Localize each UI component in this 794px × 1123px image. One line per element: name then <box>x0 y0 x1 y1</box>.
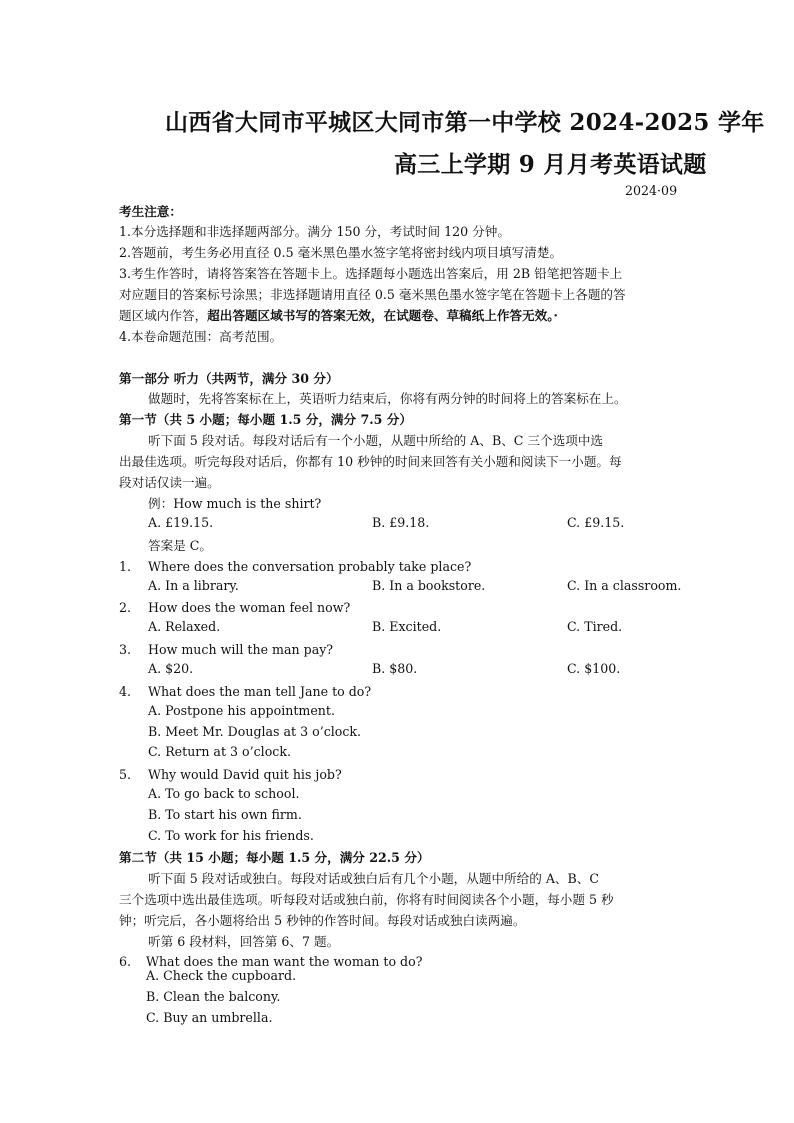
notice-item <box>119 306 558 326</box>
example-option-b: B. £9.18. <box>372 515 430 530</box>
option-a: A. To go back to school. <box>148 786 300 801</box>
section1-instruction: 段对话仅读一遍。 <box>119 475 220 490</box>
notice-heading: 考生注意： <box>119 204 182 219</box>
question-number: 3. <box>119 642 132 657</box>
exam-date: 2024·09 <box>625 183 678 198</box>
notice-bold-warning: 超出答题区域书写的答案无效，在试题卷、草稿纸上作答无效。· <box>207 308 558 323</box>
section2-heading: 第二节（共 15 小题；每小题 1.5 分，满分 22.5 分） <box>119 850 430 865</box>
question-number: 5. <box>119 767 132 782</box>
question-text: How much will the man pay? <box>148 642 334 657</box>
section2-instruction: 三个选项中选出最佳选项。听每段对话或独白前，你将有时间阅读各个小题，每小题 5 秒 <box>119 892 614 907</box>
question-text: How does the woman feel now? <box>148 600 351 615</box>
question-text: Where does the conversation probably take place? <box>148 559 472 574</box>
question-text: Why would David quit his job? <box>148 767 342 782</box>
notice-item: 对应题目的答案标号涂黑；非选择题请用直径 0.5 毫米黑色墨水签字笔在答题卡上各题的答 <box>119 287 626 302</box>
option-b: B. In a bookstore. <box>372 578 486 593</box>
option-b: B. Excited. <box>372 619 442 634</box>
title-line-1: 山西省大同市平城区大同市第一中学校 2024-2025 学年 <box>165 109 765 136</box>
example-answer: 答案是 C。 <box>148 538 213 553</box>
notice-item: 2.答题前，考生务必用直径 0.5 毫米黑色墨水签字笔将密封线内项目填写清楚。 <box>119 245 563 260</box>
part1-heading: 第一部分 听力（共两节，满分 30 分） <box>119 371 339 386</box>
option-c: C. Tired. <box>567 619 623 634</box>
option-c: C. To work for his friends. <box>148 828 314 843</box>
option-c: C. In a classroom. <box>567 578 682 593</box>
notice-item-text: 题区域内作答， <box>119 308 208 323</box>
option-b: B. To start his own firm. <box>148 807 302 822</box>
option-c: C. $100. <box>567 661 621 676</box>
section2-instruction: 钟；听完后，各小题将给出 5 秒钟的作答时间。每段对话或独白读两遍。 <box>119 913 526 928</box>
example-option-a: A. £19.15. <box>148 515 214 530</box>
example-question: 例：How much is the shirt? <box>148 496 322 511</box>
section1-instruction: 听下面 5 段对话。每段对话后有一个小题，从题中所给的 A、B、C 三个选项中选 <box>148 433 604 448</box>
notice-item: 3.考生作答时，请将答案答在答题卡上。选择题每小题选出答案后，用 2B 铅笔把答题卡上 <box>119 266 623 281</box>
option-a: A. Check the cupboard. <box>146 968 297 983</box>
option-b: B. Clean the balcony. <box>146 989 281 1004</box>
section2-material: 听第 6 段材料，回答第 6、7 题。 <box>148 934 340 949</box>
option-c: C. Return at 3 o’clock. <box>148 744 291 759</box>
title-line-2: 高三上学期 9 月月考英语试题 <box>394 151 707 178</box>
option-a: A. Relaxed. <box>148 619 221 634</box>
option-b: B. Meet Mr. Douglas at 3 o’clock. <box>148 724 362 739</box>
section1-instruction: 出最佳选项。听完每段对话后，你都有 10 秒钟的时间来回答有关小题和阅读下一小题。每 <box>119 454 622 469</box>
option-a: A. In a library. <box>148 578 239 593</box>
question-text: What does the man tell Jane to do? <box>148 684 372 699</box>
option-c: C. Buy an umbrella. <box>146 1010 273 1025</box>
question-number: 1. <box>119 559 132 574</box>
section2-instruction: 听下面 5 段对话或独白。每段对话或独白后有几个小题，从题中所给的 A、B、C <box>148 871 600 886</box>
question-number: 2. <box>119 600 132 615</box>
section1-heading: 第一节（共 5 小题；每小题 1.5 分，满分 7.5 分） <box>119 412 412 427</box>
option-b: B. $80. <box>372 661 418 676</box>
question-text: What does the man want the woman to do? <box>146 954 423 969</box>
example-option-c: C. £9.15. <box>567 515 625 530</box>
notice-item: 4.本卷命题范围：高考范围。 <box>119 329 283 344</box>
option-a: A. $20. <box>148 661 194 676</box>
notice-item: 1.本分选择题和非选择题两部分。满分 150 分，考试时间 120 分钟。 <box>119 224 510 239</box>
part1-intro: 做题时，先将答案标在上，英语听力结束后，你将有两分钟的时间将上的答案标在上。 <box>148 391 627 406</box>
option-a: A. Postpone his appointment. <box>148 703 335 718</box>
question-number: 6. <box>119 954 132 969</box>
question-number: 4. <box>119 684 132 699</box>
